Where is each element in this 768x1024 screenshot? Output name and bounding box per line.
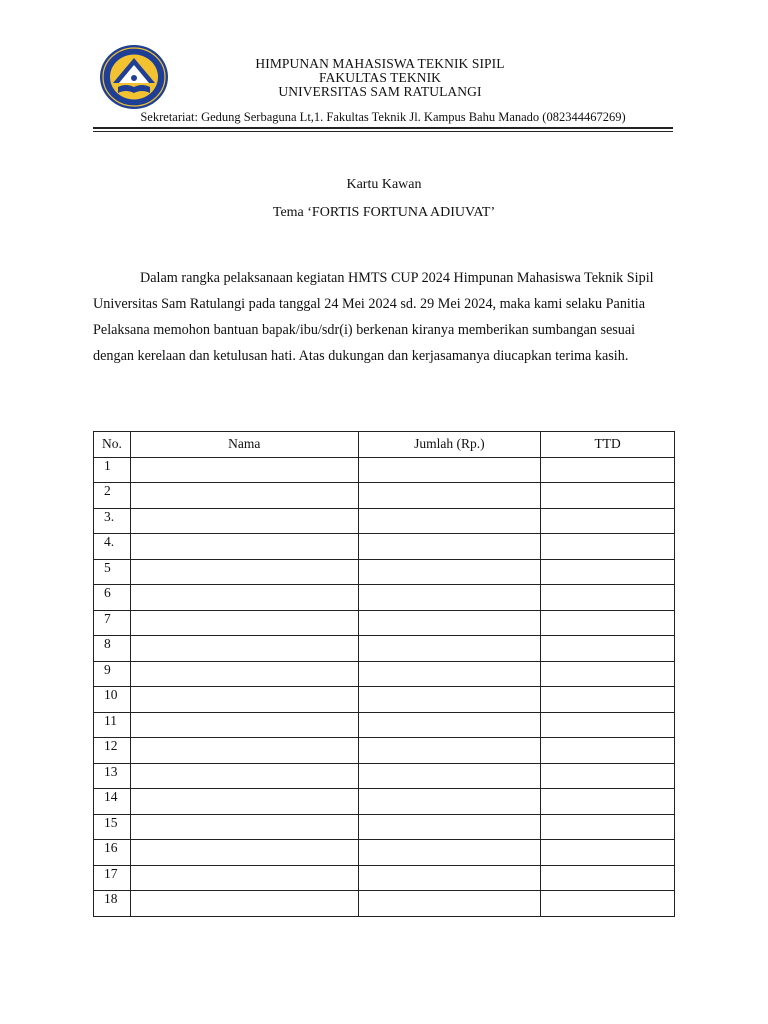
document-theme: Tema ‘FORTIS FORTUNA ADIUVAT’ [272, 205, 496, 220]
header-nama: Nama [130, 432, 358, 458]
no-cell: 3. [94, 508, 131, 534]
table-row [94, 712, 675, 738]
header-rule-thin [93, 131, 673, 132]
no-cell: 15 [94, 814, 131, 840]
jumlah-cell [358, 483, 541, 509]
university-name: UNIVERSITAS SAM RATULANGI [278, 84, 482, 99]
table-row [94, 457, 675, 483]
nama-cell [130, 559, 358, 585]
jumlah-cell [358, 610, 541, 636]
nama-cell [130, 661, 358, 687]
nama-cell [130, 508, 358, 534]
jumlah-cell [358, 661, 541, 687]
ttd-cell [541, 457, 675, 483]
ttd-cell [541, 585, 675, 611]
table-row [94, 559, 675, 585]
nama-cell [130, 712, 358, 738]
ttd-cell [541, 763, 675, 789]
ttd-cell [541, 712, 675, 738]
jumlah-cell [358, 789, 541, 815]
document-title: Kartu Kawan [346, 177, 422, 192]
jumlah-cell [358, 457, 541, 483]
university-logo [97, 43, 171, 111]
ttd-cell [541, 483, 675, 509]
ttd-cell [541, 814, 675, 840]
ttd-cell [541, 891, 675, 917]
nama-cell [130, 457, 358, 483]
no-cell: 13 [94, 763, 131, 789]
no-cell: 9 [94, 661, 131, 687]
ttd-cell [541, 508, 675, 534]
ttd-cell [541, 738, 675, 764]
table-row [94, 610, 675, 636]
no-cell: 14 [94, 789, 131, 815]
header-jumlah: Jumlah (Rp.) [358, 432, 541, 458]
ttd-cell [541, 687, 675, 713]
nama-cell [130, 687, 358, 713]
jumlah-cell [358, 508, 541, 534]
nama-cell [130, 534, 358, 560]
nama-cell [130, 738, 358, 764]
jumlah-cell [358, 712, 541, 738]
no-cell: 5 [94, 559, 131, 585]
jumlah-cell [358, 687, 541, 713]
table-row [94, 585, 675, 611]
table-header-row [94, 432, 675, 458]
nama-cell [130, 789, 358, 815]
header-rule-thick [93, 127, 673, 129]
jumlah-cell [358, 891, 541, 917]
header-ttd: TTD [541, 432, 675, 458]
no-cell: 6 [94, 585, 131, 611]
jumlah-cell [358, 840, 541, 866]
contribution-table [93, 431, 675, 917]
table-row [94, 508, 675, 534]
table-row [94, 763, 675, 789]
nama-cell [130, 865, 358, 891]
letterhead [200, 57, 560, 99]
ttd-cell [541, 636, 675, 662]
table-row [94, 483, 675, 509]
table-row [94, 534, 675, 560]
faculty-name: FAKULTAS TEKNIK [318, 70, 442, 85]
nama-cell [130, 763, 358, 789]
body-paragraph: Dalam rangka pelaksanaan kegiatan HMTS CUP 2024 Himpunan Mahasiswa Teknik Sipil Universitas Sam Ratulangi pada tanggal 24 Mei 2024 sd. 29 Mei 2024, maka kami selaku Panitia Pelaksana memohon bantuan bapak/ibu/sdr(i) berkenan kiranya memberikan sumbangan sesuai dengan kerelaan dan ketulusan hati. Atas dukungan dan kerjasamanya diucapkan terima kasih. [93, 270, 654, 364]
jumlah-cell [358, 585, 541, 611]
nama-cell [130, 636, 358, 662]
no-cell: 8 [94, 636, 131, 662]
jumlah-cell [358, 763, 541, 789]
no-cell: 12 [94, 738, 131, 764]
secretariat-address: Sekretariat: Gedung Serbaguna Lt,1. Fakultas Teknik Jl. Kampus Bahu Manado (082344467269) [140, 110, 626, 124]
jumlah-cell [358, 636, 541, 662]
jumlah-cell [358, 534, 541, 560]
table-row [94, 636, 675, 662]
jumlah-cell [358, 865, 541, 891]
header-no: No. [94, 432, 131, 458]
no-cell: 16 [94, 840, 131, 866]
org-name: HIMPUNAN MAHASISWA TEKNIK SIPIL [255, 56, 505, 71]
jumlah-cell [358, 814, 541, 840]
table-row [94, 814, 675, 840]
no-cell: 11 [94, 712, 131, 738]
jumlah-cell [358, 738, 541, 764]
ttd-cell [541, 559, 675, 585]
ttd-cell [541, 840, 675, 866]
nama-cell [130, 483, 358, 509]
nama-cell [130, 840, 358, 866]
ttd-cell [541, 610, 675, 636]
no-cell: 2 [94, 483, 131, 509]
table-row [94, 661, 675, 687]
ttd-cell [541, 789, 675, 815]
no-cell: 1 [94, 457, 131, 483]
table-row [94, 738, 675, 764]
no-cell: 7 [94, 610, 131, 636]
ttd-cell [541, 865, 675, 891]
table-row [94, 789, 675, 815]
table-row [94, 840, 675, 866]
ttd-cell [541, 661, 675, 687]
no-cell: 18 [94, 891, 131, 917]
logo-star [131, 75, 137, 81]
table-row [94, 865, 675, 891]
nama-cell [130, 585, 358, 611]
no-cell: 10 [94, 687, 131, 713]
ttd-cell [541, 534, 675, 560]
nama-cell [130, 891, 358, 917]
no-cell: 4. [94, 534, 131, 560]
no-cell: 17 [94, 865, 131, 891]
jumlah-cell [358, 559, 541, 585]
table-row [94, 891, 675, 917]
nama-cell [130, 814, 358, 840]
nama-cell [130, 610, 358, 636]
table-row [94, 687, 675, 713]
